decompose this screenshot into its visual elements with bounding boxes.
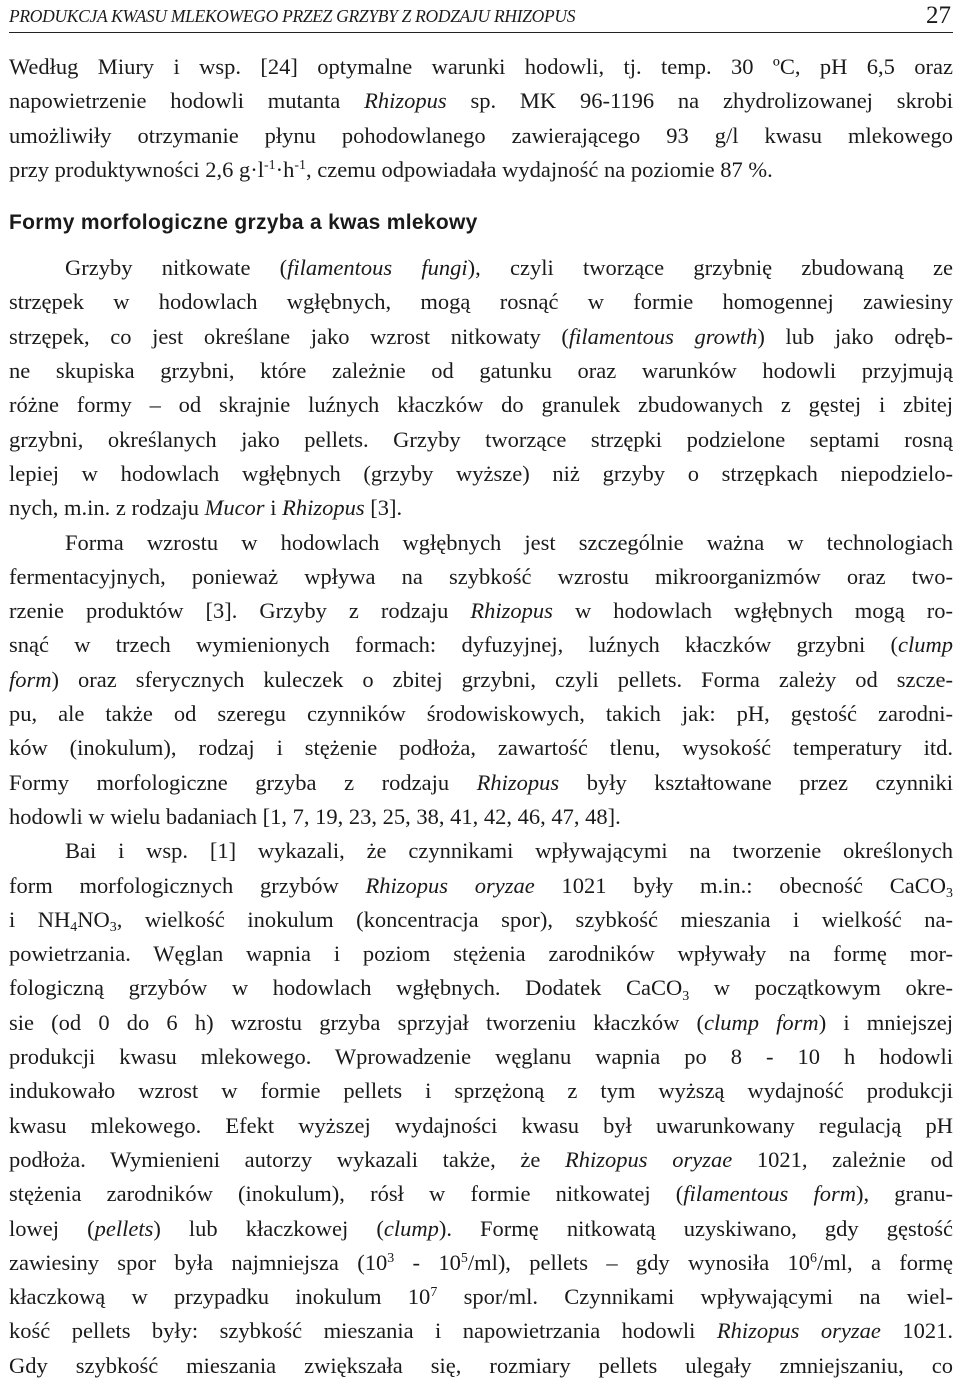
running-title: PRODUKCJA KWASU MLEKOWEGO PRZEZ GRZYBY Z RODZAJU RHIZOPUS xyxy=(9,6,576,26)
text-run: różne formy – od skrajnie luźnych kłaczków do granulek zbudowanych z gęstej i zbitej xyxy=(9,392,953,418)
section-heading: Formy morfologiczne grzyba a kwas mlekowy xyxy=(9,211,478,235)
italic-text: Rhizopus xyxy=(364,88,447,114)
subscript: 3 xyxy=(682,988,690,1004)
italic-text: clump xyxy=(898,632,953,658)
text-line xyxy=(9,1040,953,1074)
text-line xyxy=(9,971,953,1005)
text-line xyxy=(9,1314,953,1348)
text-line xyxy=(9,937,953,971)
text-line xyxy=(9,119,953,153)
italic-text: Rhizopus xyxy=(282,495,365,521)
text-line xyxy=(9,354,953,388)
text-line xyxy=(9,526,953,560)
superscript: 3 xyxy=(387,1251,395,1267)
running-header xyxy=(9,2,953,33)
text-line xyxy=(9,869,953,903)
superscript: -1 xyxy=(263,158,276,174)
text-line xyxy=(9,1074,953,1108)
text-run: kwasu mlekowego. Efekt wyższej wydajności kwasu był uwarunkowany regulacją pH xyxy=(9,1112,953,1138)
text-run: lowej ( xyxy=(9,1215,95,1241)
text-run: były kształtowane przez czynniki xyxy=(559,769,953,795)
italic-text: pellets xyxy=(94,1215,154,1241)
text-run: Bai i wsp. [1] wykazali, że czynnikami wpływającymi na tworzenie określonych xyxy=(65,838,953,864)
text-run: Grzyby nitkowate ( xyxy=(65,255,288,281)
text-run: ) lub kłaczkowej ( xyxy=(153,1215,384,1241)
text-run: ), granu- xyxy=(855,1181,953,1207)
text-line xyxy=(9,1109,953,1143)
text-run: ) oraz sferycznych kuleczek o zbitej grzybni, czyli pellets. Forma zależy od szcze- xyxy=(51,666,953,692)
text-line xyxy=(9,1143,953,1177)
intro-paragraph xyxy=(9,50,953,187)
italic-text: filamentous fungi xyxy=(287,255,468,281)
text-run: ). Formę nitkowatą uzyskiwano, gdy gęstość xyxy=(438,1215,953,1241)
text-run: nych, m.in. z rodzaju xyxy=(9,495,205,521)
text-run: podłoża. Wymienieni autorzy wykazali także, że xyxy=(9,1146,566,1172)
superscript: 5 xyxy=(460,1251,468,1267)
paragraph-2 xyxy=(9,526,953,835)
text-run: ne skupiska grzybni, które zależnie od gatunku oraz warunków hodowli przyjmują xyxy=(9,358,953,384)
text-run: grzybni, określanych jako pellets. Grzyby tworzące strzępki podzielone septami rosną xyxy=(9,426,953,452)
text-run: w hodowlach wgłębnych mogą ro- xyxy=(552,598,953,624)
text-line xyxy=(9,285,953,319)
text-line xyxy=(9,1246,953,1280)
text-line xyxy=(9,84,953,118)
text-run: indukowało wzrost w formie pellets i sprzężoną z tym wyższą wydajność produkcji xyxy=(9,1078,953,1104)
text-run: zawiesiny spor była najmniejsza (10 xyxy=(9,1249,388,1275)
text-run: 1021, zależnie od xyxy=(732,1146,953,1172)
text-run: 1021. xyxy=(880,1318,953,1344)
text-run: form morfologicznych grzybów xyxy=(9,872,366,898)
text-line xyxy=(9,834,953,868)
text-run: i xyxy=(264,495,283,521)
italic-text: clump form xyxy=(704,1009,819,1035)
italic-text: Rhizopus oryzae xyxy=(716,1318,881,1344)
text-line xyxy=(9,388,953,422)
text-run: , czemu odpowiadała wydajność na poziomie 87 %. xyxy=(305,156,773,182)
text-run: ) i mniejszej xyxy=(818,1009,953,1035)
text-run: strzępek, co jest określane jako wzrost nitkowaty ( xyxy=(9,323,569,349)
text-line xyxy=(9,1349,953,1383)
text-run: - 10 xyxy=(394,1249,461,1275)
text-line xyxy=(9,1280,953,1314)
text-line xyxy=(9,731,953,765)
text-run: /ml, a formę xyxy=(817,1249,953,1275)
text-run: , wielkość inokulum (koncentracja spor), szybkość mieszania i wielkość na- xyxy=(116,906,953,932)
text-run: kłaczkową w przypadku inokulum 10 xyxy=(9,1284,431,1310)
italic-text: Rhizopus oryzae xyxy=(365,872,535,898)
text-line xyxy=(9,320,953,354)
text-run: rzenie produktów [3]. Grzyby z rodzaju xyxy=(9,598,471,624)
text-run: umożliwiły otrzymanie płynu pohodowlanego zawierającego 93 g/l kwasu mlekowego xyxy=(9,122,953,148)
superscript: -1 xyxy=(294,158,306,174)
superscript: 6 xyxy=(810,1251,818,1267)
text-line xyxy=(9,457,953,491)
italic-text: Rhizopus xyxy=(476,769,560,795)
text-run: hodowli w wielu badaniach [1, 7, 19, 23, 25, 38, 41, 42, 46, 47, 48]. xyxy=(9,803,621,829)
italic-text: Rhizopus oryzae xyxy=(565,1146,733,1172)
paragraph-3 xyxy=(9,834,953,1383)
text-run: NO xyxy=(77,906,110,932)
text-line xyxy=(9,1212,953,1246)
text-run: sie (od 0 do 6 h) wzrostu grzyba sprzyjał tworzeniu kłaczków ( xyxy=(9,1009,705,1035)
text-line xyxy=(9,903,953,937)
text-run: Gdy szybkość mieszania zwiększała się, rozmiary pellets ulegały zmniejszaniu, co xyxy=(9,1352,953,1378)
text-run: fologiczną grzybów w hodowlach wgłębnych. Dodatek CaCO xyxy=(9,975,683,1001)
text-run: w początkowym okre- xyxy=(689,975,953,1001)
text-line xyxy=(9,697,953,731)
text-line xyxy=(9,628,953,662)
text-run: lepiej w hodowlach wgłębnych (grzyby wyższe) niż grzyby o strzępkach niepodzielo- xyxy=(9,460,953,486)
text-run: ) lub jako odręb- xyxy=(757,323,953,349)
text-line xyxy=(9,594,953,628)
text-run: ), czyli tworzące grzybnię zbudowaną ze xyxy=(467,255,953,281)
text-run: [3]. xyxy=(364,495,403,521)
text-line xyxy=(9,1006,953,1040)
text-run: 1021 były m.in.: obecność CaCO xyxy=(534,872,947,898)
italic-text: filamentous form xyxy=(683,1181,856,1207)
text-line xyxy=(9,491,953,525)
italic-text: form xyxy=(9,666,52,692)
text-line xyxy=(9,663,953,697)
text-run: fermentacyjnych, ponieważ wpływa na szybkość wzrostu mikroorganizmów oraz two- xyxy=(9,563,953,589)
text-run: ·h xyxy=(275,156,295,182)
italic-text: Mucor xyxy=(204,495,265,521)
italic-text: Rhizopus xyxy=(470,598,553,624)
text-run: pu, ale także od szeregu czynników środowiskowych, takich jak: pH, gęstość zarodni- xyxy=(9,701,953,727)
text-line xyxy=(9,766,953,800)
text-run: kość pellets były: szybkość mieszania i napowietrzania hodowli xyxy=(9,1318,717,1344)
text-run: sp. MK 96-1196 na zhydrolizowanej skrobi xyxy=(446,88,953,114)
subscript: 4 xyxy=(70,920,78,935)
text-line xyxy=(9,1177,953,1211)
text-run: i NH xyxy=(9,906,71,932)
text-run: spor/ml. Czynnikami wpływającymi na wiel- xyxy=(437,1284,953,1310)
text-run: stężenia zarodników (inokulum), rósł w formie nitkowatej ( xyxy=(9,1181,684,1207)
text-line xyxy=(9,800,953,834)
text-run: ków (inokulum), rodzaj i stężenie podłoża, zawartość tlenu, wysokość temperatury itd. xyxy=(9,735,953,761)
text-run: przy produktywności 2,6 g·l xyxy=(9,156,264,182)
page-number: 27 xyxy=(926,2,951,29)
superscript: 7 xyxy=(430,1285,438,1301)
text-run: strzępek w hodowlach wgłębnych, mogą rosnąć w formie homogennej zawiesiny xyxy=(9,289,953,315)
text-run: napowietrzenie hodowli mutanta xyxy=(9,88,365,114)
subscript: 3 xyxy=(946,885,953,901)
text-run: Forma wzrostu w hodowlach wgłębnych jest szczególnie ważna w technologiach xyxy=(65,529,953,555)
text-run: /ml), pellets – gdy wynosiła 10 xyxy=(467,1249,811,1275)
text-run: produkcji kwasu mlekowego. Wprowadzenie węglanu wapnia po 8 - 10 h hodowli xyxy=(9,1044,953,1070)
text-run: powietrzania. Węglan wapnia i poziom stężenia zarodników wpływały na formę mor- xyxy=(9,941,953,967)
subscript: 3 xyxy=(109,920,117,935)
italic-text: filamentous growth xyxy=(568,323,758,349)
text-run: Według Miury i wsp. [24] optymalne warunki hodowli, tj. temp. 30 ºC, pH 6,5 oraz xyxy=(9,54,953,79)
italic-text: clump xyxy=(383,1215,439,1241)
article-body xyxy=(9,50,953,1383)
text-run: snąć w trzech wymienionych formach: dyfuzyjnej, luźnych kłaczków grzybni ( xyxy=(9,632,898,658)
paragraph-1 xyxy=(9,251,953,525)
text-line xyxy=(9,153,953,187)
text-line xyxy=(9,50,953,84)
text-line xyxy=(9,560,953,594)
text-line xyxy=(9,423,953,457)
text-run: Formy morfologiczne grzyba z rodzaju xyxy=(9,769,477,795)
text-line xyxy=(9,251,953,285)
